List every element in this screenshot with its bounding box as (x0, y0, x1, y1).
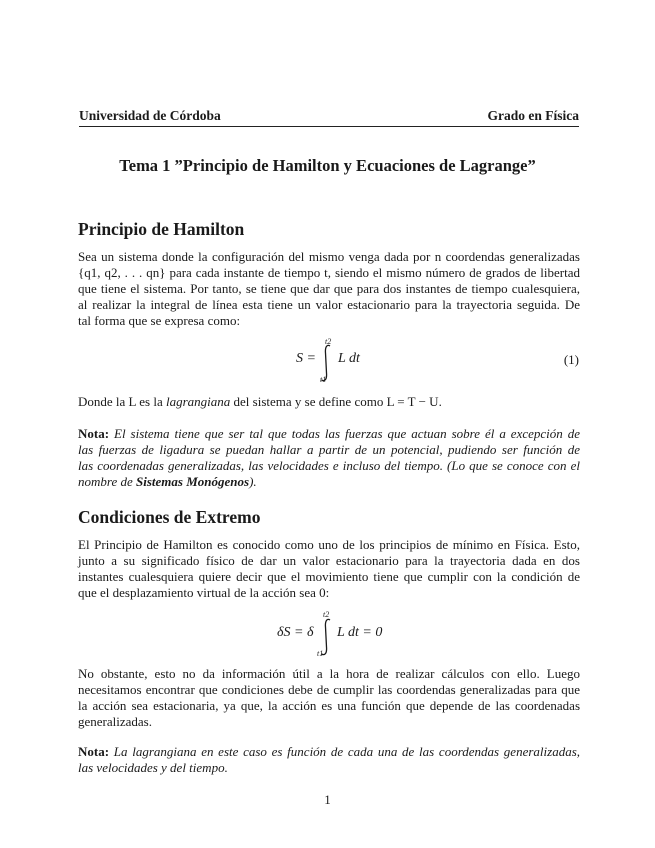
text-line: que el desplazamiento virtual de la acción sea 0: (78, 585, 330, 600)
paragraph-no-obstante (78, 666, 580, 730)
text-line (78, 442, 580, 458)
integral-lower-limit: t1 (320, 375, 327, 384)
text-line (78, 744, 580, 760)
note-text: ). (249, 474, 257, 489)
note-text: las fuerzas de ligadura se puedan hallar a partir de un potencial, pudiendo ser función de (78, 442, 580, 457)
integral-upper-limit: t2 (323, 610, 330, 619)
paragraph-principio (78, 537, 580, 601)
section-heading-condiciones: Condiciones de Extremo (78, 507, 261, 527)
note-label: Nota: (78, 426, 110, 441)
paragraph-intro (78, 249, 580, 329)
text-line: tal forma que se expresa como: (78, 313, 241, 328)
term-sistemas-monogenos: Sistemas Monógenos (136, 474, 250, 489)
text-line (78, 474, 580, 490)
header-degree: Grado en Física (487, 108, 579, 123)
text-fragment: Donde la L es la (78, 394, 166, 409)
equation-integrand: L dt (338, 351, 360, 366)
header-university: Universidad de Córdoba (79, 108, 221, 123)
note-label: Nota: (78, 744, 110, 759)
note-block-2 (78, 744, 580, 776)
note-text: las coordenadas generalizadas, las velocidades e incluso del tiempo. (Lo que se conoce con el (78, 458, 580, 473)
text-line: necesitamos encontrar que condiciones debe de cumplir las coordendas generalizadas para que (78, 682, 580, 697)
text-line (78, 394, 580, 410)
integral-lower-limit: t1 (317, 649, 324, 658)
text-line: {q1, q2, . . . qn} para cada instante de tiempo t, siendo el mismo número de grados de libertad (78, 265, 580, 280)
note-block-1 (78, 426, 580, 490)
text-line: la acción sea estacionaria, ya que, la acción es una función que depende de las coordenadas (78, 698, 580, 713)
equation-lhs: δS = δ (277, 625, 314, 640)
note-text: El sistema tiene que ser tal que todas las fuerzas que actuan sobre él a excepción de (114, 426, 580, 441)
text-line: al realizar la integral de línea esta tiene un valor estacionario para la trayectoria seguida. De (78, 297, 580, 312)
text-line: que tiene el sistema. Por tanto, se tiene que dar que para dos instantes de tiempo cualesquiera, (78, 281, 580, 296)
text-line: generalizadas. (78, 714, 152, 729)
text-line (78, 760, 580, 776)
text-line: El Principio de Hamilton es conocido como uno de los principios de mínimo en Física. Esto, (78, 537, 580, 552)
text-line: Sea un sistema donde la configuración del mismo venga dada por n coordendas generalizadas (78, 249, 580, 264)
page-number: 1 (324, 792, 331, 807)
text-line (78, 426, 580, 442)
paragraph-donde (78, 394, 580, 410)
running-header (79, 108, 579, 126)
section-heading-hamilton: Principio de Hamilton (78, 219, 245, 239)
equation-integrand: L dt = 0 (337, 625, 383, 640)
text-line (78, 458, 580, 474)
note-text: las velocidades y del tiempo. (78, 760, 228, 775)
text-line: No obstante, esto no da información útil a la hora de realizar cálculos con ello. Luego (78, 666, 580, 681)
note-text: nombre de (78, 474, 137, 489)
text-fragment: del sistema y se define como L = T − U. (230, 394, 442, 409)
equation-number: (1) (563, 352, 579, 367)
text-line: junto a su significado físico de dar un valor estacionario para la trayectoria dada en dos (78, 553, 580, 568)
document-title: Tema 1 ”Principio de Hamilton y Ecuaciones de Lagrange” (119, 156, 536, 175)
equation-lhs: S = (296, 351, 316, 366)
term-lagrangiana: lagrangiana (165, 394, 231, 409)
integral-upper-limit: t2 (325, 337, 332, 346)
note-text: La lagrangiana en este caso es función de cada una de las coordendas generalizadas, (113, 744, 581, 759)
text-line: instantes cualesquiera quiere decir que el movimiento tiene que cumplir con la condición de (78, 569, 580, 584)
header-rule (79, 126, 579, 127)
